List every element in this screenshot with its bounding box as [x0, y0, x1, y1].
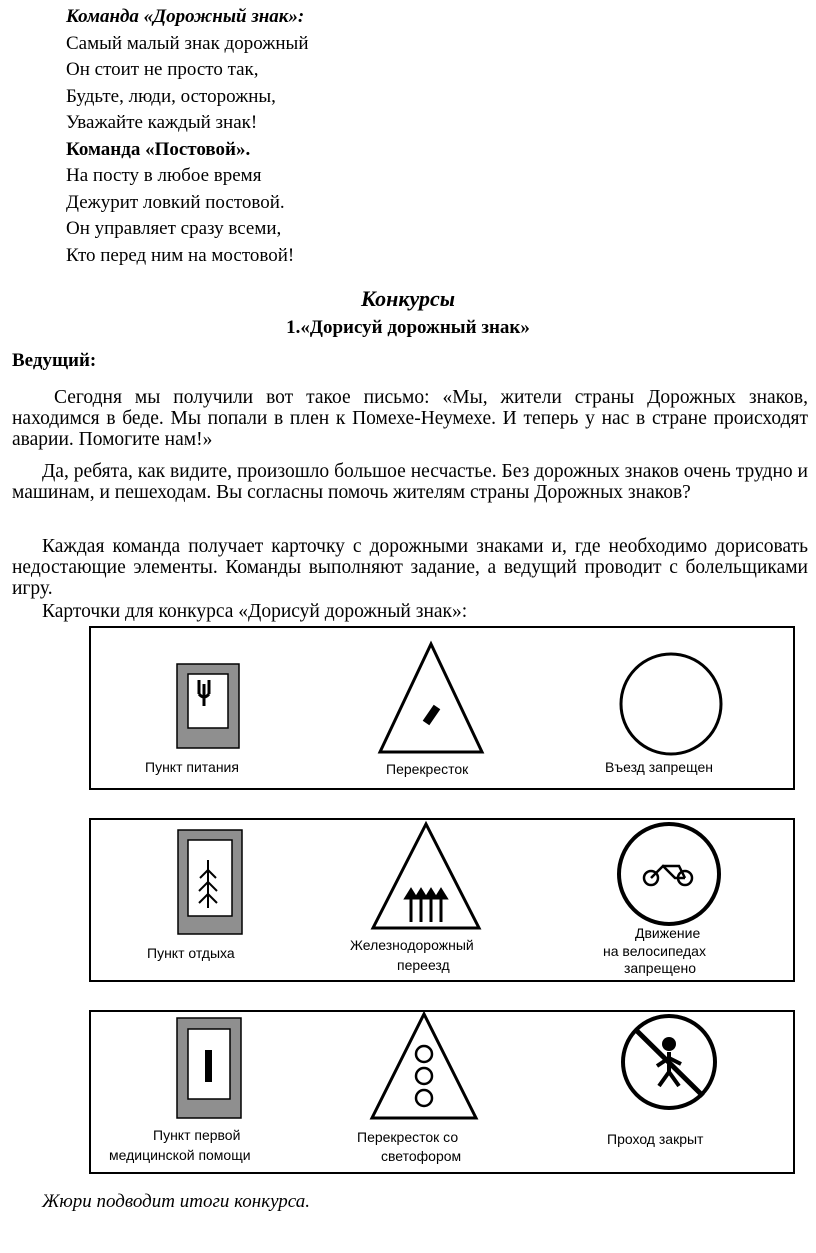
no-pedestrians-sign-icon [623, 1016, 715, 1108]
card1-label-no-entry: Въезд запрещен [605, 759, 713, 775]
food-point-sign-icon [177, 664, 239, 748]
poem-line: Будьте, люди, осторожны, [66, 85, 276, 107]
card2-label-crossing: переезд [397, 957, 450, 973]
rest-point-sign-icon [178, 830, 242, 934]
card2-label-no-bikes-2: на велосипедах [603, 943, 706, 959]
card2-label-no-bikes-3: запрещено [624, 960, 697, 976]
card1-label-crossroad: Перекресток [386, 761, 469, 777]
team1-title: Команда «Дорожный знак»: [66, 6, 305, 27]
crossroad-sign-icon [380, 644, 482, 752]
poem-line: Он стоит не просто так, [66, 59, 259, 80]
poem-line: Кто перед ним на мостовой! [66, 244, 295, 266]
card3-label-traffic-light-2: светофором [381, 1148, 462, 1164]
card2-label-rest: Пункт отдыха [147, 945, 235, 961]
footer-note: Жюри подводит итоги конкурса. [42, 1191, 310, 1212]
sign-card-3 [89, 1010, 795, 1174]
poem-line: Дежурит ловкий постовой. [66, 191, 285, 213]
section-title: Конкурсы [361, 286, 455, 311]
sign-card-2 [89, 818, 795, 982]
no-bicycles-sign-icon [619, 824, 719, 924]
sign-card-1 [89, 626, 795, 790]
poem-line: Он управляет сразу всеми, [66, 218, 282, 239]
card3-label-first-aid-2: медицинской помощи [109, 1147, 251, 1163]
cards-intro: Карточки для конкурса «Дорисуй дорожный знак»: [42, 601, 468, 622]
railway-crossing-sign-icon [373, 824, 479, 928]
card3-label-traffic-light-1: Перекресток со [357, 1129, 459, 1145]
host-label: Ведущий: [12, 350, 97, 371]
paragraph-task: Каждая команда получает карточку с дорожными знаками и, где необходимо дорисовать недостающие элементы. Команды выполняют задание, а ведущий проводит с болельщиками игру. [12, 536, 808, 599]
team2-title: Команда «Постовой». [66, 138, 251, 160]
poem-line: Самый малый знак дорожный [66, 32, 309, 54]
no-entry-sign-icon [621, 654, 721, 754]
card3-label-first-aid-1: Пункт первой [153, 1127, 241, 1143]
poem-block [66, 4, 308, 269]
paragraph-letter: Сегодня мы получили вот такое письмо: «Мы, жители страны Дорожных знаков, находимся в беде. Мы попали в плен к Помехе-Неумехе. И теперь у нас в стране происходят аварии. Помогите нам!» [12, 387, 808, 450]
card3-label-no-passage: Проход закрыт [607, 1131, 704, 1147]
first-aid-point-sign-icon [177, 1018, 241, 1118]
card2-label-no-bikes-1: Движение [635, 925, 701, 941]
traffic-light-crossroad-sign-icon [372, 1014, 476, 1118]
paragraph-misfortune: Да, ребята, как видите, произошло большое несчастье. Без дорожных знаков очень трудно и машинам, и пешеходам. Вы согласны помочь жителям страны Дорожных знаков? [12, 461, 808, 503]
card2-label-railway: Железнодорожный [350, 937, 474, 953]
section-subtitle: 1.«Дорисуй дорожный знак» [286, 317, 530, 338]
poem-line: Уважайте каждый знак! [66, 112, 258, 133]
card1-label-food: Пункт питания [145, 759, 239, 775]
poem-line: На посту в любое время [66, 165, 262, 186]
